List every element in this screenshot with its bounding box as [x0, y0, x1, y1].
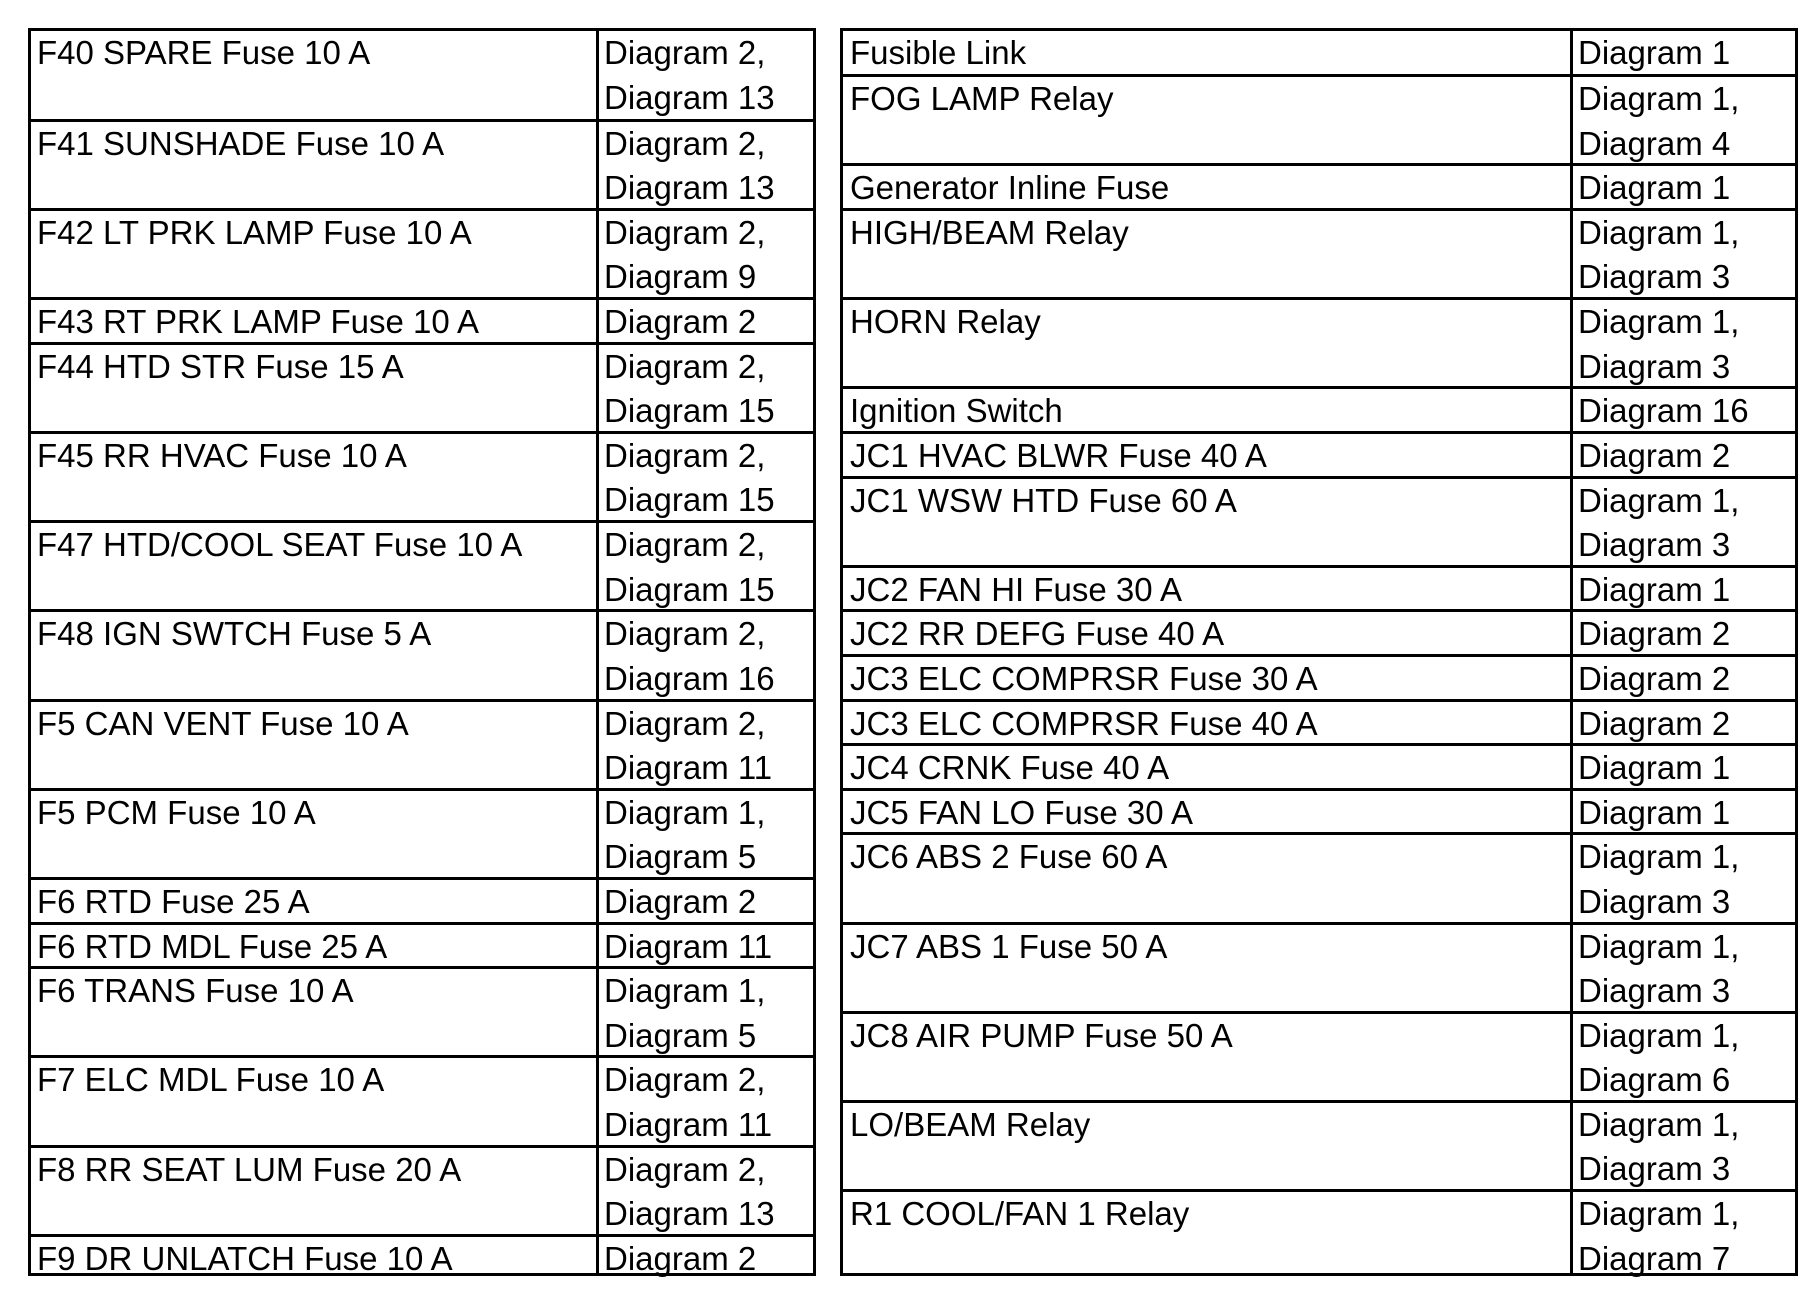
- diagram-reference: Diagram 1: [1578, 570, 1731, 608]
- diagram-reference-cell: [1578, 300, 1795, 388]
- component-name: JC3 ELC COMPRSR Fuse 40 A: [850, 704, 1318, 742]
- component-name: F6 TRANS Fuse 10 A: [37, 972, 354, 1010]
- diagram-reference: Diagram 2,: [604, 124, 766, 162]
- component-name-cell: [37, 702, 593, 790]
- table-row: [843, 31, 1795, 76]
- component-name-cell: [850, 657, 1568, 700]
- diagram-reference-cell: [1578, 434, 1795, 477]
- component-name: LO/BEAM Relay: [850, 1105, 1091, 1143]
- component-name: F5 PCM Fuse 10 A: [37, 793, 316, 831]
- diagram-reference-cell: [1578, 835, 1795, 923]
- component-name: JC7 ABS 1 Fuse 50 A: [850, 927, 1168, 965]
- diagram-reference-cell: [1578, 791, 1795, 834]
- table-row: [843, 1100, 1795, 1191]
- component-name-cell: [37, 1148, 593, 1236]
- table-row: [843, 163, 1795, 209]
- diagram-reference-cell: [604, 1148, 813, 1236]
- diagram-reference-cell: [1578, 657, 1795, 700]
- component-name-cell: [37, 434, 593, 522]
- diagram-reference: Diagram 1: [1578, 34, 1731, 71]
- fuse-reference-table-left: [28, 28, 816, 1276]
- diagram-reference: Diagram 1,: [1578, 1195, 1740, 1233]
- table-row: [843, 922, 1795, 1013]
- component-name-cell: [37, 880, 593, 923]
- diagram-reference: Diagram 3: [1578, 972, 1731, 1010]
- component-name: JC8 AIR PUMP Fuse 50 A: [850, 1016, 1233, 1054]
- diagram-reference: Diagram 2,: [604, 1061, 766, 1099]
- diagram-reference-cell: [1578, 31, 1795, 76]
- diagram-reference-cell: [604, 969, 813, 1057]
- diagram-reference: Diagram 2,: [604, 1150, 766, 1188]
- diagram-reference: Diagram 1: [1578, 169, 1731, 207]
- diagram-reference-cell: [1578, 702, 1795, 745]
- component-name: F5 CAN VENT Fuse 10 A: [37, 704, 409, 742]
- fuse-reference-table-right: [840, 28, 1798, 1276]
- component-name: F44 HTD STR Fuse 15 A: [37, 347, 404, 385]
- component-name-cell: [850, 791, 1568, 834]
- component-name-cell: [37, 969, 593, 1057]
- diagram-reference: Diagram 15: [604, 570, 775, 608]
- table-row: [843, 788, 1795, 834]
- diagram-reference: Diagram 1,: [1578, 213, 1740, 251]
- diagram-reference-cell: [604, 434, 813, 522]
- table-row: [31, 922, 813, 968]
- diagram-reference: Diagram 11: [604, 1105, 773, 1143]
- diagram-reference-cell: [604, 1058, 813, 1146]
- component-name: F9 DR UNLATCH Fuse 10 A: [37, 1239, 453, 1277]
- diagram-reference: Diagram 16: [604, 659, 775, 697]
- table-row: [843, 208, 1795, 299]
- table-row: [31, 966, 813, 1057]
- table-row: [843, 832, 1795, 923]
- component-name: JC1 HVAC BLWR Fuse 40 A: [850, 436, 1267, 474]
- component-name: JC3 ELC COMPRSR Fuse 30 A: [850, 659, 1318, 697]
- component-name: F40 SPARE Fuse 10 A: [37, 34, 371, 71]
- component-name-cell: [37, 31, 593, 120]
- diagram-reference: Diagram 3: [1578, 882, 1731, 920]
- diagram-reference-cell: [1578, 479, 1795, 567]
- diagram-reference: Diagram 1,: [1578, 1016, 1740, 1054]
- table-row: [843, 431, 1795, 477]
- diagram-reference: Diagram 2: [604, 303, 757, 341]
- component-name-cell: [850, 479, 1568, 567]
- diagram-reference: Diagram 16: [1578, 392, 1749, 430]
- diagram-reference: Diagram 2,: [604, 615, 766, 653]
- diagram-reference: Diagram 4: [1578, 124, 1731, 162]
- diagram-reference-cell: [604, 612, 813, 700]
- component-name: JC1 WSW HTD Fuse 60 A: [850, 481, 1237, 519]
- diagram-reference: Diagram 1,: [1578, 927, 1740, 965]
- diagram-reference: Diagram 3: [1578, 1150, 1731, 1188]
- component-name-cell: [850, 300, 1568, 388]
- table-row: [843, 1011, 1795, 1102]
- diagram-reference-cell: [1578, 568, 1795, 611]
- table-row: [843, 565, 1795, 611]
- diagram-reference: Diagram 2: [604, 1239, 757, 1277]
- table-row: [31, 208, 813, 299]
- component-name-cell: [850, 612, 1568, 655]
- table-row: [843, 699, 1795, 745]
- component-name: F42 LT PRK LAMP Fuse 10 A: [37, 213, 472, 251]
- component-name: F7 ELC MDL Fuse 10 A: [37, 1061, 385, 1099]
- diagram-reference: Diagram 13: [604, 78, 775, 116]
- table-row: [31, 877, 813, 923]
- diagram-reference-cell: [604, 523, 813, 611]
- table-row: [31, 342, 813, 433]
- component-name: F43 RT PRK LAMP Fuse 10 A: [37, 303, 480, 341]
- component-name-cell: [37, 345, 593, 433]
- diagram-reference: Diagram 3: [1578, 526, 1731, 564]
- diagram-reference: Diagram 11: [604, 927, 773, 965]
- diagram-reference-cell: [604, 31, 813, 120]
- component-name-cell: [37, 1237, 593, 1280]
- component-name: Generator Inline Fuse: [850, 169, 1170, 207]
- diagram-reference-cell: [604, 122, 813, 210]
- component-name-cell: [37, 300, 593, 343]
- diagram-reference: Diagram 2: [604, 882, 757, 920]
- component-name-cell: [37, 211, 593, 299]
- diagram-reference-cell: [1578, 389, 1795, 432]
- diagram-reference: Diagram 2,: [604, 347, 766, 385]
- diagram-reference: Diagram 11: [604, 749, 773, 787]
- component-name: JC4 CRNK Fuse 40 A: [850, 749, 1170, 787]
- diagram-reference: Diagram 2: [1578, 659, 1731, 697]
- component-name-cell: [850, 746, 1568, 789]
- table-row: [31, 1055, 813, 1146]
- component-name-cell: [850, 211, 1568, 299]
- table-row: [843, 297, 1795, 388]
- table-row: [31, 31, 813, 120]
- component-name-cell: [850, 925, 1568, 1013]
- table-row: [843, 74, 1795, 165]
- diagram-reference: Diagram 9: [604, 258, 757, 296]
- diagram-reference: Diagram 2: [1578, 436, 1731, 474]
- diagram-reference: Diagram 1,: [1578, 1105, 1740, 1143]
- component-name: Ignition Switch: [850, 392, 1063, 430]
- component-name-cell: [850, 389, 1568, 432]
- component-name: HORN Relay: [850, 303, 1041, 341]
- component-name-cell: [850, 77, 1568, 165]
- diagram-reference: Diagram 6: [1578, 1061, 1731, 1099]
- diagram-reference-cell: [604, 1237, 813, 1280]
- table-row: [843, 1189, 1795, 1280]
- diagram-reference: Diagram 13: [604, 1195, 775, 1233]
- diagram-reference: Diagram 1,: [1578, 303, 1740, 341]
- component-name: JC6 ABS 2 Fuse 60 A: [850, 838, 1168, 876]
- table-row: [843, 654, 1795, 700]
- table-row: [31, 431, 813, 522]
- diagram-reference: Diagram 1: [1578, 793, 1731, 831]
- diagram-reference-cell: [1578, 925, 1795, 1013]
- table-row: [31, 520, 813, 611]
- component-name: JC2 RR DEFG Fuse 40 A: [850, 615, 1225, 653]
- component-name-cell: [850, 1192, 1568, 1280]
- diagram-reference-cell: [604, 345, 813, 433]
- diagram-reference: Diagram 3: [1578, 258, 1731, 296]
- diagram-reference: Diagram 2,: [604, 34, 766, 71]
- table-row: [31, 609, 813, 700]
- component-name-cell: [850, 835, 1568, 923]
- diagram-reference: Diagram 7: [1578, 1239, 1731, 1277]
- table-row: [31, 297, 813, 343]
- table-row: [31, 699, 813, 790]
- component-name: FOG LAMP Relay: [850, 80, 1114, 118]
- diagram-reference-cell: [604, 300, 813, 343]
- diagram-reference: Diagram 2,: [604, 213, 766, 251]
- component-name: JC5 FAN LO Fuse 30 A: [850, 793, 1193, 831]
- diagram-reference-cell: [1578, 1103, 1795, 1191]
- diagram-reference-cell: [1578, 746, 1795, 789]
- diagram-reference: Diagram 2,: [604, 526, 766, 564]
- table-row: [843, 386, 1795, 432]
- component-name: F47 HTD/COOL SEAT Fuse 10 A: [37, 526, 523, 564]
- diagram-reference: Diagram 5: [604, 1016, 757, 1054]
- diagram-reference: Diagram 13: [604, 169, 775, 207]
- diagram-reference-cell: [604, 211, 813, 299]
- component-name-cell: [850, 434, 1568, 477]
- table-row: [31, 788, 813, 879]
- component-name-cell: [37, 122, 593, 210]
- diagram-reference: Diagram 1,: [604, 972, 766, 1010]
- diagram-reference: Diagram 1,: [1578, 481, 1740, 519]
- component-name-cell: [850, 702, 1568, 745]
- component-name: F8 RR SEAT LUM Fuse 20 A: [37, 1150, 462, 1188]
- table-row: [843, 476, 1795, 567]
- diagram-reference: Diagram 3: [1578, 347, 1731, 385]
- component-name-cell: [37, 925, 593, 968]
- diagram-reference: Diagram 2: [1578, 704, 1731, 742]
- component-name: F6 RTD MDL Fuse 25 A: [37, 927, 388, 965]
- component-name: HIGH/BEAM Relay: [850, 213, 1129, 251]
- component-name-cell: [850, 1014, 1568, 1102]
- component-name-cell: [37, 612, 593, 700]
- table-row: [31, 1234, 813, 1280]
- component-name-cell: [37, 1058, 593, 1146]
- component-name: R1 COOL/FAN 1 Relay: [850, 1195, 1190, 1233]
- component-name-cell: [850, 166, 1568, 209]
- diagram-reference-cell: [604, 880, 813, 923]
- component-name: F45 RR HVAC Fuse 10 A: [37, 436, 407, 474]
- diagram-reference-cell: [1578, 77, 1795, 165]
- diagram-reference-cell: [604, 702, 813, 790]
- diagram-reference: Diagram 15: [604, 392, 775, 430]
- table-row: [31, 119, 813, 210]
- table-row: [31, 1145, 813, 1236]
- component-name-cell: [37, 791, 593, 879]
- diagram-reference-cell: [1578, 211, 1795, 299]
- diagram-reference-cell: [1578, 1192, 1795, 1280]
- diagram-reference-cell: [604, 791, 813, 879]
- diagram-reference: Diagram 2,: [604, 436, 766, 474]
- component-name-cell: [850, 1103, 1568, 1191]
- diagram-reference: Diagram 1,: [1578, 838, 1740, 876]
- component-name-cell: [850, 31, 1568, 76]
- diagram-reference-cell: [1578, 1014, 1795, 1102]
- diagram-reference: Diagram 2: [1578, 615, 1731, 653]
- component-name: F48 IGN SWTCH Fuse 5 A: [37, 615, 432, 653]
- table-row: [843, 609, 1795, 655]
- diagram-reference: Diagram 15: [604, 481, 775, 519]
- diagram-reference: Diagram 2,: [604, 704, 766, 742]
- component-name: F6 RTD Fuse 25 A: [37, 882, 310, 920]
- component-name-cell: [850, 568, 1568, 611]
- table-row: [843, 743, 1795, 789]
- component-name: F41 SUNSHADE Fuse 10 A: [37, 124, 445, 162]
- diagram-reference: Diagram 1: [1578, 749, 1731, 787]
- diagram-reference-cell: [604, 925, 813, 968]
- diagram-reference: Diagram 1,: [1578, 80, 1740, 118]
- component-name-cell: [37, 523, 593, 611]
- component-name: Fusible Link: [850, 34, 1027, 71]
- component-name: JC2 FAN HI Fuse 30 A: [850, 570, 1182, 608]
- diagram-reference-cell: [1578, 612, 1795, 655]
- diagram-reference: Diagram 1,: [604, 793, 766, 831]
- diagram-reference-cell: [1578, 166, 1795, 209]
- diagram-reference: Diagram 5: [604, 838, 757, 876]
